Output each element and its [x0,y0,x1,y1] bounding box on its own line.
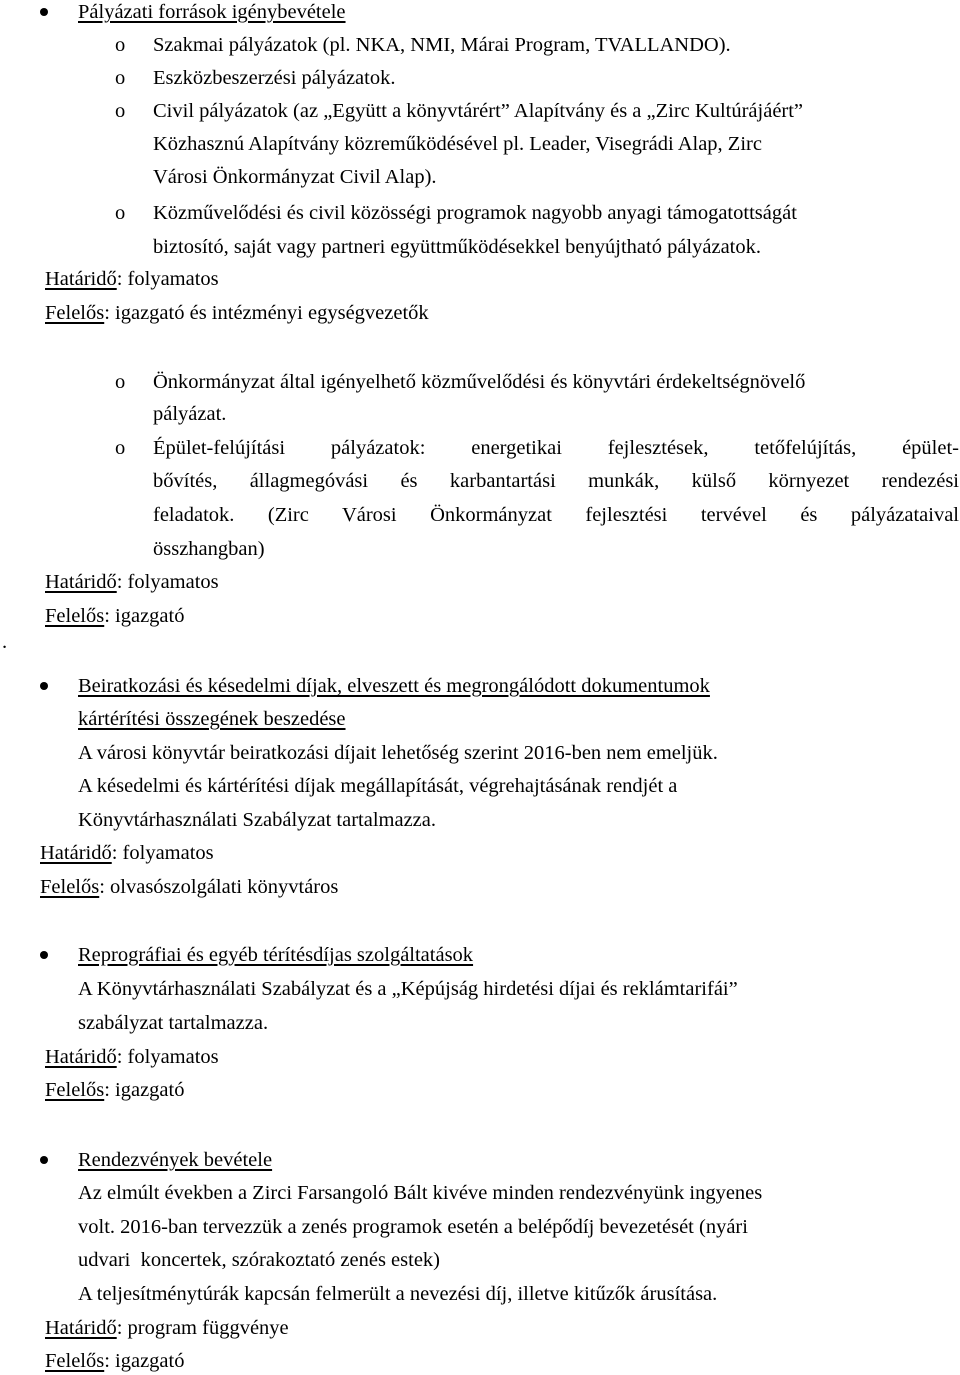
list-item: Közművelődési és civil közösségi programok nagyobb anyagi támogatottságát [153,202,797,224]
sub-bullet-marker: o [115,67,126,89]
deadline-label: Határidő [40,842,112,864]
section-heading-beiratkozasi-dijak-cont: kártérítési összegének beszedése [78,708,346,730]
section-heading-reprografia: Reprográfiai és egyéb térítésdíjas szolgáltatások [78,944,474,966]
paragraph-line: A városi könyvtár beiratkozási díjait lehetőség szerint 2016-ben nem emeljük. [78,742,718,764]
bullet-2 [40,682,48,690]
responsible-value: : igazgató [104,1350,185,1372]
deadline-label: Határidő [45,1317,117,1339]
paragraph-line: udvari koncertek, szórakoztató zenés estek) [78,1249,441,1271]
responsible-label: Felelős [45,605,105,627]
list-item-continuation: feladatok. (Zirc Városi Önkormányzat fejlesztési tervével és pályázataival [153,504,959,526]
deadline-line [45,1043,219,1071]
sub-bullet-marker: o [115,437,126,459]
deadline-line [45,568,219,596]
sub-bullet-marker: o [115,100,126,122]
section-heading-palyazati-forrasok: Pályázati források igénybevétele [78,1,346,23]
section-heading-rendezvenyek: Rendezvények bevétele [78,1149,273,1171]
list-item-continuation: összhangban) [153,538,265,560]
bullet-1 [40,8,48,16]
list-item: Önkormányzat által igényelhető közművelődési és könyvtári érdekeltségnövelő [153,371,806,393]
responsible-value: : igazgató [104,605,185,627]
list-item: Szakmai pályázatok (pl. NKA, NMI, Márai Program, TVALLANDO). [153,34,731,56]
deadline-value: : program függvénye [116,1317,289,1339]
paragraph-line: A Könyvtárhasználati Szabályzat és a „Képújság hirdetési díjai és reklámtarifái” [78,978,738,1000]
list-item-continuation: Városi Önkormányzat Civil Alap). [153,166,437,188]
list-item-continuation: Közhasznú Alapítvány közreműködésével pl. Leader, Visegrádi Alap, Zirc [153,133,762,155]
responsible-line [45,299,429,327]
paragraph-line: Könyvtárhasználati Szabályzat tartalmazza. [78,809,436,831]
sub-bullet-marker: o [115,371,126,393]
list-item: Civil pályázatok (az „Együtt a könyvtárért” Alapítvány és a „Zirc Kultúrájáért” [153,100,804,122]
list-item-continuation: bővítés, állagmegóvási és karbantartási munkák, külső környezet rendezési [153,470,959,492]
paragraph-line: A késedelmi és kártérítési díjak megállapítását, végrehajtásának rendjét a [78,775,678,797]
stray-dot: . [2,631,8,653]
responsible-label: Felelős [45,1350,105,1372]
section-heading-beiratkozasi-dijak: Beiratkozási és késedelmi díjak, elveszett és megrongálódott dokumentumok [78,675,710,697]
deadline-line [45,265,219,293]
responsible-value: : igazgató és intézményi egységvezetők [104,302,429,324]
responsible-label: Felelős [45,1079,105,1101]
list-item: Eszközbeszerzési pályázatok. [153,67,396,89]
sub-bullet-marker: o [115,34,126,56]
paragraph-line: szabályzat tartalmazza. [78,1012,269,1034]
deadline-line [40,839,214,867]
deadline-value: : folyamatos [116,1046,219,1068]
responsible-label: Felelős [40,876,100,898]
responsible-line [45,1347,184,1375]
deadline-value: : folyamatos [116,268,219,290]
responsible-line [45,1076,184,1104]
deadline-value: : folyamatos [116,571,219,593]
sub-bullet-marker: o [115,202,126,224]
deadline-label: Határidő [45,1046,117,1068]
deadline-value: : folyamatos [111,842,214,864]
list-item: Épület-felújítási pályázatok: energetikai fejlesztések, tetőfelújítás, épület- [153,437,959,459]
list-item-continuation: biztosító, saját vagy partneri együttműködésekkel benyújtható pályázatok. [153,236,761,258]
responsible-line [45,602,184,630]
paragraph-line: A teljesítménytúrák kapcsán felmerült a nevezési díj, illetve kitűzők árusítása. [78,1283,718,1305]
deadline-line [45,1314,289,1342]
responsible-value: : igazgató [104,1079,185,1101]
deadline-label: Határidő [45,268,117,290]
deadline-label: Határidő [45,571,117,593]
bullet-3 [40,951,48,959]
responsible-value: : olvasószolgálati könyvtáros [99,876,339,898]
responsible-label: Felelős [45,302,105,324]
paragraph-line: Az elmúlt években a Zirci Farsangoló Bált kivéve minden rendezvényünk ingyenes [78,1182,763,1204]
paragraph-line: volt. 2016-ban tervezzük a zenés programok esetén a belépődíj bevezetését (nyári [78,1216,748,1238]
responsible-line [40,873,338,901]
bullet-4 [40,1156,48,1164]
list-item-continuation: pályázat. [153,403,227,425]
